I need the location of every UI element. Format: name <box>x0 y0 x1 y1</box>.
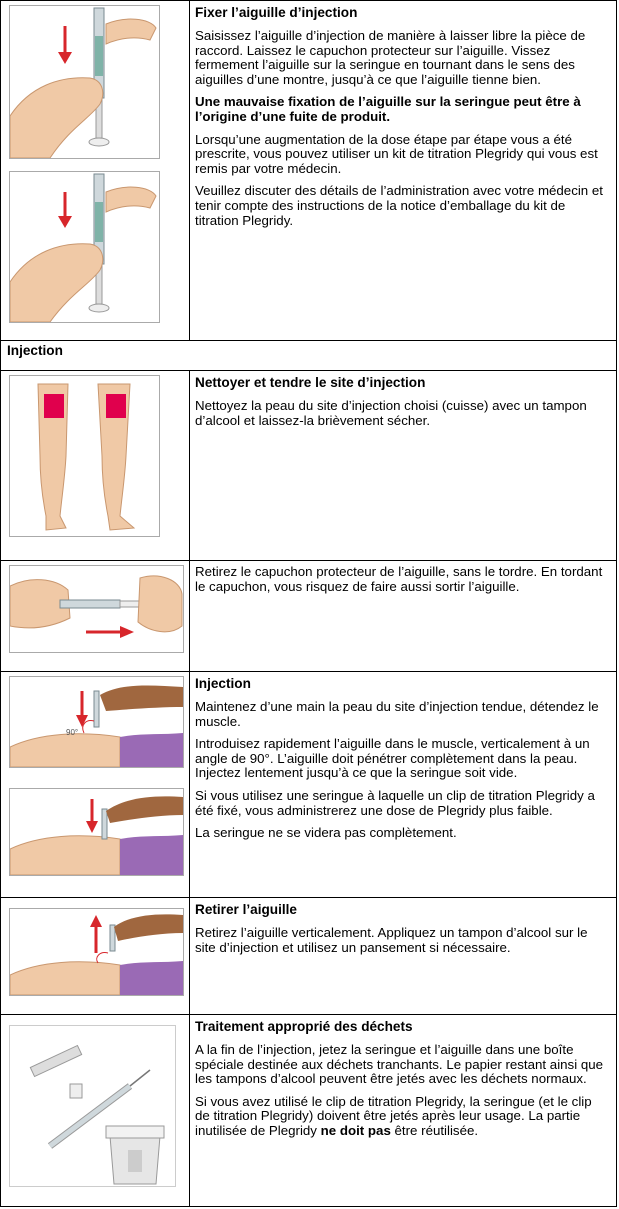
paragraph: Nettoyez la peau du site d’injection choisi (cuisse) avec un tampon d’alcool et laissez-la brièvement sécher. <box>195 398 587 428</box>
text-cell <box>195 375 608 436</box>
warning-text: Une mauvaise fixation de l’aiguille sur la seringue peut être à l’origine d’une fuite de produit. <box>195 94 581 124</box>
paragraph: La seringue ne se videra pas complètement. <box>195 825 457 841</box>
step-heading: Traitement approprié des déchets <box>195 1019 413 1034</box>
attach-needle-illustration-2 <box>9 171 160 323</box>
injection-illustration-1 <box>9 676 184 768</box>
paragraph: Retirez l’aiguille verticalement. Appliquez un tampon d’alcool sur le site d’injection et utilisez un pansement si nécessaire. <box>195 925 588 955</box>
image-cell <box>1 672 190 897</box>
step-heading: Retirer l’aiguille <box>195 902 297 917</box>
waste-illustration <box>9 1025 176 1187</box>
row-waste-disposal <box>0 1015 617 1207</box>
paragraph: Saisissez l’aiguille d’injection de manière à laisser libre la pièce de raccord. Laissez le capuchon protecteur sur l’aiguille. Vissez fermement l’aiguille sur la seringue en tournant dans le sens des aiguilles d’une montre, jusqu’à ce que l’aiguille tienne bien. <box>195 28 586 87</box>
paragraph <box>195 1095 608 1139</box>
text-cell <box>195 5 608 236</box>
image-cell <box>1 1 190 340</box>
text-cell <box>195 676 608 849</box>
section-title: Injection <box>7 343 63 358</box>
row-remove-cap <box>0 561 617 672</box>
paragraph: Retirez le capuchon protecteur de l’aiguille, sans le tordre. En tordant le capuchon, vous risquez de faire aussi sortir l’aiguille. <box>195 564 603 594</box>
paragraph-part: Si vous avez utilisé le clip de titration Plegridy, la seringue (et le clip de titration Plegridy) doivent être jetés après leur usage. La partie inutilisée de Plegridy <box>195 1093 592 1138</box>
text-cell <box>195 565 608 602</box>
injection-site-left <box>44 394 64 418</box>
text-cell <box>195 902 608 963</box>
section-row-injection <box>0 341 617 371</box>
image-cell <box>1 898 190 1014</box>
step-heading: Fixer l’aiguille d’injection <box>195 5 358 20</box>
row-injection <box>0 672 617 898</box>
injection-illustration-2 <box>9 788 184 876</box>
text-cell <box>195 1019 608 1147</box>
paragraph-part: être réutilisée. <box>390 1122 479 1138</box>
paragraph: A la fin de l’injection, jetez la seringue et l’aiguille dans une boîte spéciale destinée aux déchets tranchants. Le papier restant ainsi que les tampons d’alcool peuvent être jetés avec les déchets normaux. <box>195 1042 604 1087</box>
emphasis-text: ne doit pas <box>320 1122 391 1138</box>
step-heading: Injection <box>195 676 251 691</box>
angle-label: 90° <box>66 728 79 737</box>
paragraph: Introduisez rapidement l’aiguille dans le muscle, verticalement à un angle de 90°. L’aiguille doit pénétrer complètement dans la peau. Injectez lentement jusqu’à ce que la seringue soit vide. <box>195 736 590 781</box>
remove-cap-illustration <box>9 565 184 653</box>
image-cell <box>1 371 190 560</box>
legs-illustration <box>9 375 160 537</box>
row-withdraw-needle <box>0 898 617 1015</box>
paragraph: Maintenez d’une main la peau du site d’injection tendue, détendez le muscle. <box>195 699 599 729</box>
paragraph: Lorsqu’une augmentation de la dose étape par étape vous a été prescrite, vous pouvez utiliser un kit de titration Plegridy qui vous est remis par votre médecin. <box>195 131 598 176</box>
injection-site-right <box>106 394 126 418</box>
paragraph: Veuillez discuter des détails de l’administration avec votre médecin et tenir compte des instructions de la notice d’emballage du kit de titration Plegridy. <box>195 183 603 228</box>
attach-needle-illustration-1 <box>9 5 160 159</box>
paragraph: Si vous utilisez une seringue à laquelle un clip de titration Plegridy a été fixé, vous administrerez une dose de Plegridy plus faible. <box>195 787 595 818</box>
step-heading: Nettoyer et tendre le site d’injection <box>195 375 426 390</box>
image-cell <box>1 1015 190 1206</box>
row-attach-needle <box>0 0 617 341</box>
image-cell <box>1 561 190 671</box>
withdraw-illustration <box>9 908 184 996</box>
row-clean-site <box>0 371 617 561</box>
